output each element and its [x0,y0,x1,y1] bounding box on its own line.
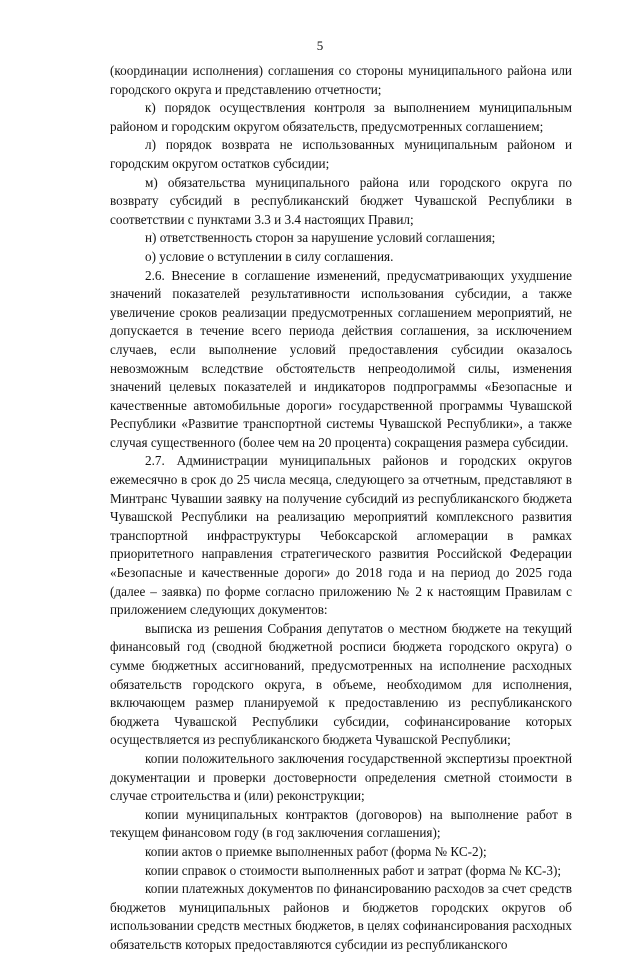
paragraph-6: о) условие о вступлении в силу соглашения. [145,248,394,264]
paragraph-12: копии актов о приемке выполненных работ (форма № КС-2); [145,843,487,859]
paragraph-4: м) обязательства муниципального района или городского округа по возврату субсидий в республиканский бюджет Чувашской Республики в соответствии с пунктами 3.3 и 3.4 настоящих Правил; [110,174,572,227]
paragraph-11: копии муниципальных контрактов (договоров) на выполнение работ в текущем финансовом году (в год заключения соглашения); [110,806,572,841]
paragraph-5: н) ответственность сторон за нарушение условий соглашения; [145,230,496,246]
paragraph-13: копии справок о стоимости выполненных работ и затрат (форма № КС-3); [145,862,562,878]
paragraph-1: (координации исполнения) соглашения со стороны муниципального района или городского округа и представлению отчетности; [110,63,572,97]
paragraph-10: копии положительного заключения государственной экспертизы проектной документации и проверки достоверности определения сметной стоимости в случае строительства и (или) реконструкции; [110,750,572,804]
paragraph-8: 2.7. Администрации муниципальных районов и городских округов ежемесячно в срок до 25 числа месяца, следующего за отчетным, представляют в Минтранс Чувашии заявку на получение субсидий из республиканского бюджета Чувашской Республики на реализацию мероприятий комплексного развития транспортной инфраструктуры Чебоксарской агломерации в рамках приоритетного направления стратегического развития Российской Федерации «Безопасные и качественные дороги» до 2018 года и на период до 2025 года (далее – заявка) по форме согласно приложению № 2 к настоящим Правилам с приложением следующих документов: [110,453,572,618]
paragraph-3: л) порядок возврата не использованных муниципальным районом и городским округом остатков субсидии; [110,137,572,171]
paragraph-9: выписка из решения Собрания депутатов о местном бюджете на текущий финансовый год (сводной бюджетной росписи бюджета городского округа) о сумме бюджетных ассигнований, предусмотренных на исполнение расходных обязательств городского округа, в объеме, необходимом для исполнения, включающем размер планируемой к предоставлению из республиканского бюджета Чувашской Республики субсидии, софинансирование которых осуществляется из республиканского бюджета Чувашской Республики; [110,620,572,748]
paragraph-2: к) порядок осуществления контроля за выполнением муниципальным районом и городским округом обязательств, предусмотренных соглашением; [110,100,572,134]
document-body [110,62,572,955]
paragraph-7: 2.6. Внесение в соглашение изменений, предусматривающих ухудшение значений показателей результативности использования субсидии, а также увеличение сроков реализации предусмотренных соглашением мероприятий, не допускается в течение всего периода действия соглашения, за исключением случаев, если выполнение условий предоставления субсидии оказалось невозможным вследствие обстоятельств непреодолимой силы, изменения значений целевых показателей и индикаторов подпрограммы «Безопасные и качественные автомобильные дороги» государственной программы Чувашской Республики «Развитие транспортной системы Чувашской Республики», а также случая существенного (более чем на 20 процента) сокращения размера субсидии. [110,267,572,450]
paragraph-14: копии платежных документов по финансированию расходов за счет средств бюджетов муниципальных районов и бюджетов городских округов об использовании средств местных бюджетов, в целях софинансирования расходных обязательств которых предоставляются субсидии из республиканского [110,881,572,952]
page-number: 5 [316,38,324,53]
